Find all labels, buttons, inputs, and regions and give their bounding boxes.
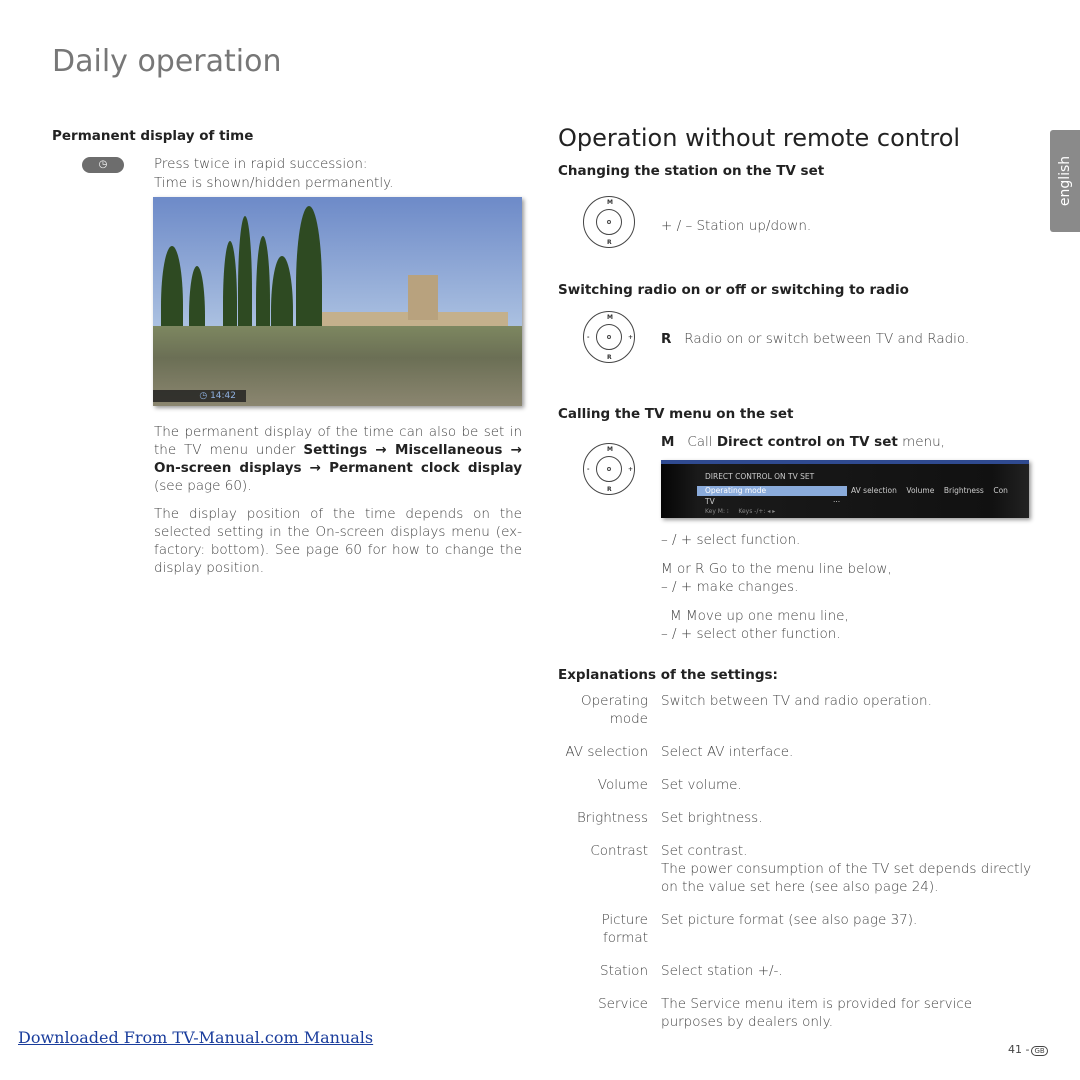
setting-description: Set brightness. — [661, 810, 763, 826]
country-badge: GB — [1031, 1046, 1047, 1056]
instruction: – / + make changes. — [661, 579, 799, 595]
page-title: Daily operation — [52, 44, 282, 79]
settings-row — [555, 743, 1035, 761]
osd-value: TV — [705, 497, 715, 506]
setting-description: Set volume. — [661, 777, 742, 793]
page-number — [1008, 1043, 1048, 1056]
direct-control-osd — [661, 460, 1029, 518]
setting-name: Brightness — [576, 810, 648, 826]
setting-name: Picture format — [601, 912, 648, 946]
setting-name: AV selection — [565, 744, 648, 760]
setting-description: Set contrast. The power consumption of the TV set depends directly on the value set here (see also page 24). — [661, 843, 1032, 895]
left-paragraphs — [154, 423, 522, 577]
setting-description: Select station +/-. — [661, 963, 783, 979]
sub-heading: Switching radio on or off or switching to radio — [558, 282, 909, 298]
settings-table — [555, 692, 1035, 1031]
setting-description: The Service menu item is provided for service purposes by dealers only. — [661, 996, 973, 1030]
setting-description: Set picture format (see also page 37). — [661, 912, 918, 928]
osd-hint: Key M: ⁝ Keys -/+: ◂ ▸ — [705, 508, 776, 515]
instruction: – / + select other function. — [661, 626, 841, 642]
set-control-dial-icon: M R - + — [583, 311, 635, 363]
setting-name: Service — [598, 996, 648, 1012]
instruction: M Call Direct control on TV set menu, — [661, 434, 945, 450]
settings-row — [555, 776, 1035, 794]
setting-name: Volume — [597, 777, 648, 793]
instruction: – / + select function. — [661, 532, 801, 548]
set-control-dial-icon: M R - + — [583, 443, 635, 495]
clock-time: 14:42 — [210, 391, 236, 401]
sub-heading: Changing the station on the TV set — [558, 163, 825, 179]
osd-dots: ... — [833, 495, 841, 504]
sub-heading: Calling the TV menu on the set — [558, 406, 794, 422]
settings-row — [555, 842, 1035, 896]
set-control-dial-icon: M R — [583, 196, 635, 248]
step-text: Time is shown/hidden permanently. — [154, 175, 394, 191]
tv-screen-photo — [153, 197, 522, 406]
settings-row — [555, 809, 1035, 827]
osd-selected-item: Operating mode — [697, 486, 847, 496]
instruction: R Radio on or switch between TV and Radio. — [661, 331, 970, 347]
language-label: english — [1057, 155, 1073, 207]
sub-heading: Explanations of the settings: — [558, 667, 778, 683]
instruction: M or R Go to the menu line below, — [661, 561, 892, 577]
section-title: Operation without remote control — [558, 124, 961, 152]
bell-tower — [408, 275, 438, 320]
osd-menu-items: AV selection Volume Brightness Con — [851, 486, 1008, 495]
osd-title: DIRECT CONTROL ON TV SET — [705, 472, 815, 481]
paragraph: The display position of the time depends on the selected setting in the On-screen displays menu (ex-factory: bottom). See page 60 for how to change the display position. — [154, 506, 522, 576]
setting-name: Contrast — [590, 843, 648, 859]
settings-row — [555, 995, 1035, 1031]
setting-name: Operating mode — [580, 693, 648, 727]
setting-name: Station — [600, 963, 648, 979]
step-text: Press twice in rapid succession: — [154, 156, 368, 172]
paragraph: The permanent display of the time can also be set in the TV menu under Settings → Miscellaneous → On-screen displays → Permanent clock display (see page 60). — [154, 424, 522, 494]
settings-row — [555, 911, 1035, 947]
setting-description: Switch between TV and radio operation. — [661, 693, 932, 709]
section-heading: Permanent display of time — [52, 128, 254, 144]
clock-icon: ◷ — [98, 159, 108, 170]
clock-display — [153, 390, 246, 402]
instruction: + / – Station up/down. — [661, 218, 812, 234]
settings-row — [555, 962, 1035, 980]
language-tab — [1050, 130, 1080, 232]
clock-icon: ◷ — [199, 391, 208, 401]
page-number-text: 41 - — [1008, 1043, 1030, 1056]
download-link[interactable]: Downloaded From TV-Manual.com Manuals — [18, 1028, 374, 1047]
instruction: M Move up one menu line, — [670, 608, 849, 624]
clock-key-button — [82, 157, 124, 173]
settings-row — [555, 692, 1035, 728]
setting-description: Select AV interface. — [661, 744, 794, 760]
